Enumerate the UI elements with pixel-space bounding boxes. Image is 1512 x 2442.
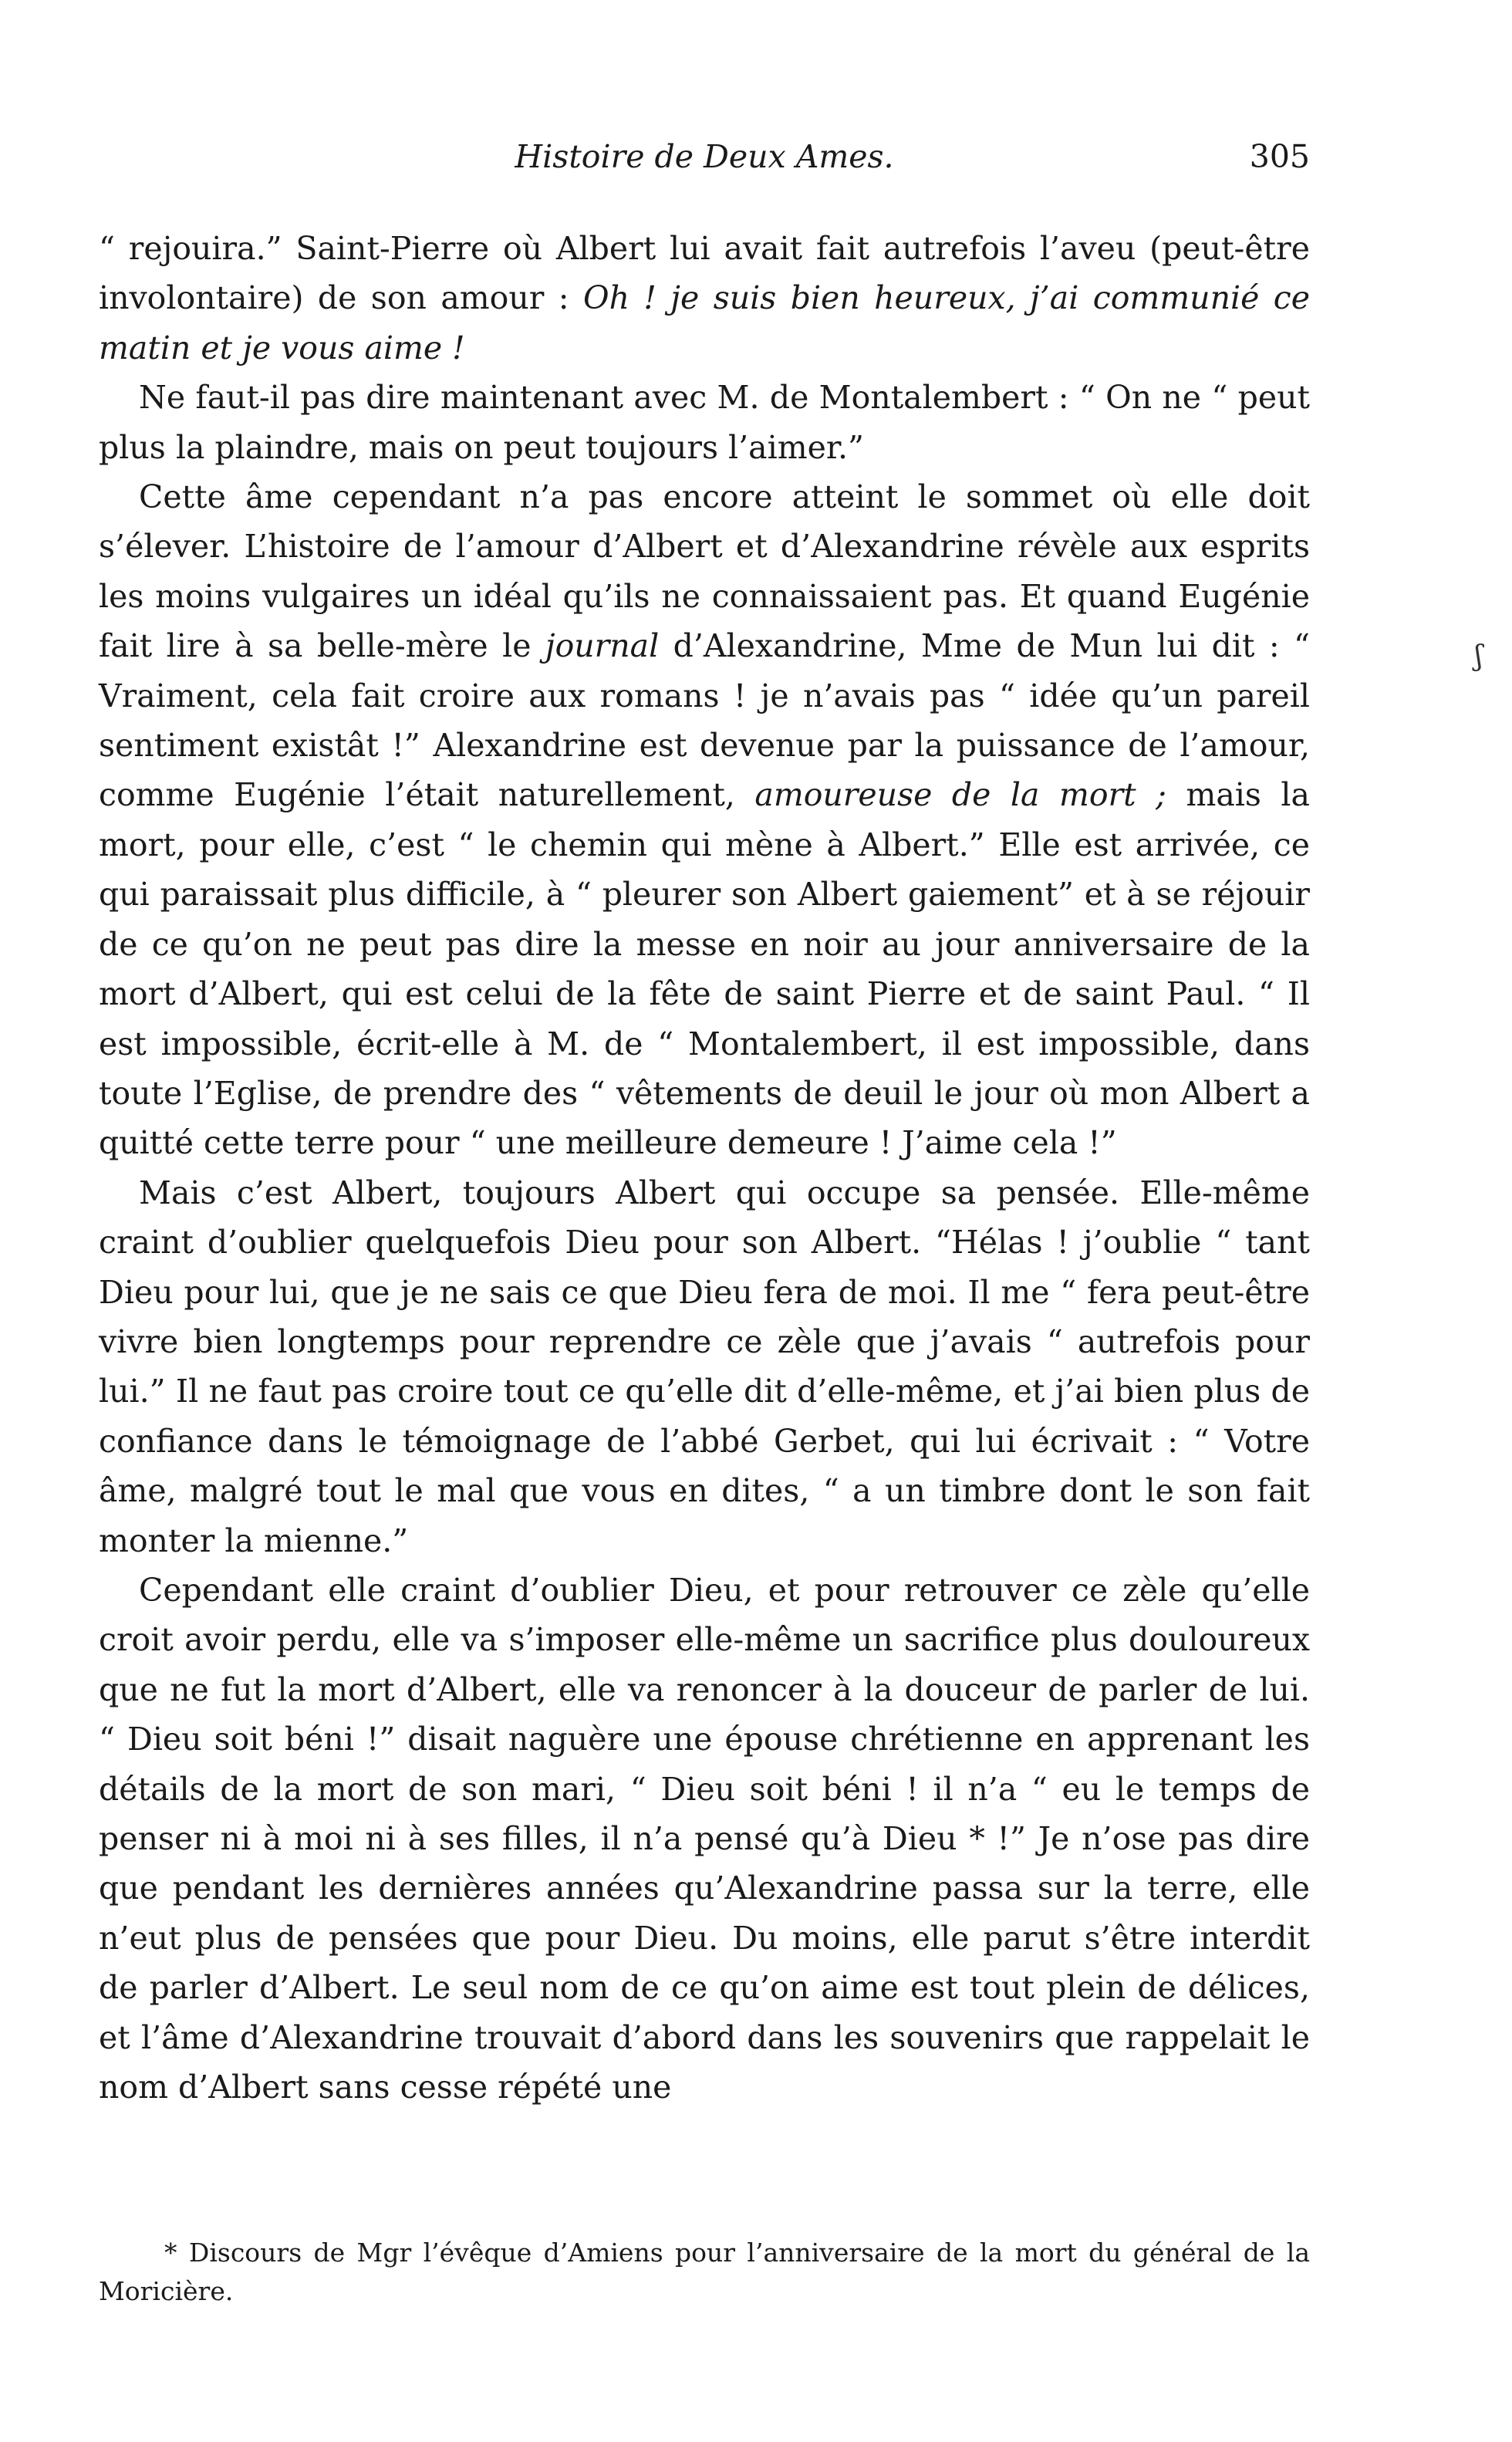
text-segment: mais la mort, pour elle, c’est “ le chemin qui mène à Albert.” Elle est arrivée, ce qui paraissait plus difficile, à “ pleurer son Albert gaiement” et à se réjouir de ce qu’on ne peut pas dire la messe en noir au jour anniversaire de la mort d’Albert, qui est celui de la fête de saint Pierre et de saint Paul. “ Il est impossible, écrit-elle à M. de “ Montalembert, il est impossible, dans toute l’Eglise, de prendre des “ vêtements de deuil le jour où mon Albert a quitté cette terre pour “ une meilleure demeure ! J’aime cela !” — [99, 776, 1310, 1162]
body-text — [99, 224, 1310, 2112]
paragraph — [99, 1566, 1310, 2112]
page-header — [99, 130, 1310, 184]
text-segment: Cependant elle craint d’oublier Dieu, et pour retrouver ce zèle qu’elle croit avoir perdu, elle va s’imposer elle-même un sacrifice plus douloureux que ne fut la mort d’Albert, elle va renoncer à la douceur de parler de lui. “ Dieu soit béni !” disait naguère une épouse chrétienne en apprenant les détails de la mort de son mari, “ Dieu soit béni ! il n’a “ eu le temps de penser ni à moi ni à ses filles, il n’a pensé qu’à Dieu * !” Je n’ose pas dire que pendant les dernières années qu’Alexandrine passa sur la terre, elle n’eut plus de pensées que pour Dieu. Du moins, elle parut s’être interdit de parler d’Albert. Le seul nom de ce qu’on aime est tout plein de délices, et l’âme d’Alexandrine trouvait d’abord dans les souvenirs que rappelait le nom d’Albert sans cesse répété une — [99, 1571, 1310, 2106]
text-segment: Ne faut-il pas dire maintenant avec M. de Montalembert : “ On ne “ peut plus la plaindre, mais on peut toujours l’aimer.” — [99, 379, 1310, 466]
paragraph — [99, 373, 1310, 472]
text-segment: Mais c’est Albert, toujours Albert qui occupe sa pensée. Elle-même craint d’oublier quelquefois Dieu pour son Albert. “Hélas ! j’oublie “ tant Dieu pour lui, que je ne sais ce que Dieu fera de moi. Il me “ fera peut-être vivre bien longtemps pour reprendre ce zèle que j’avais “ autrefois pour lui.” Il ne faut pas croire tout ce qu’elle dit d’elle-même, et j’ai bien plus de confiance dans le témoignage de l’abbé Gerbet, qui lui écrivait : “ Votre âme, malgré tout le mal que vous en dites, “ a un timbre dont le son fait monter la mienne.” — [99, 1174, 1310, 1559]
italic-text: journal — [545, 627, 660, 665]
text-segment: “ rejouira.” Saint-Pierre où Albert lui avait fait autrefois l’aveu (peut-être involontaire) de son amour : — [99, 230, 1310, 317]
page-number: 305 — [1249, 138, 1310, 175]
book-page — [99, 0, 1310, 2442]
text-segment: d’Alexandrine, Mme de Mun lui dit : “ Vraiment, cela fait croire aux romans ! je n’avais pas “ idée qu’un pareil sentiment existât !” Alexandrine est devenue par la puissance de l’amour, comme Eugénie l’était naturellement, — [99, 627, 1310, 814]
text-segment: Cette âme cependant n’a pas encore atteint le sommet où elle doit s’élever. L’histoire de l’amour d’Albert et d’Alexandrine révèle aux esprits les moins vulgaires un idéal qu’ils ne connaissaient pas. Et quand Eugénie fait lire à sa belle-mère le — [99, 478, 1310, 665]
paragraph — [99, 1168, 1310, 1566]
footnote: * Discours de Mgr l’évêque d’Amiens pour l’anniversaire de la mort du général de la Moricière. — [99, 2238, 1310, 2306]
paragraph — [99, 472, 1310, 1168]
italic-text: amoureuse de la mort ; — [754, 776, 1166, 814]
running-title: Histoire de Deux Ames. — [515, 138, 894, 175]
italic-text: Oh ! je suis bien heureux, j’ai communié ce matin et je vous aime ! — [99, 279, 1310, 366]
paragraph — [99, 224, 1310, 373]
margin-mark: ʃ — [1475, 640, 1483, 672]
